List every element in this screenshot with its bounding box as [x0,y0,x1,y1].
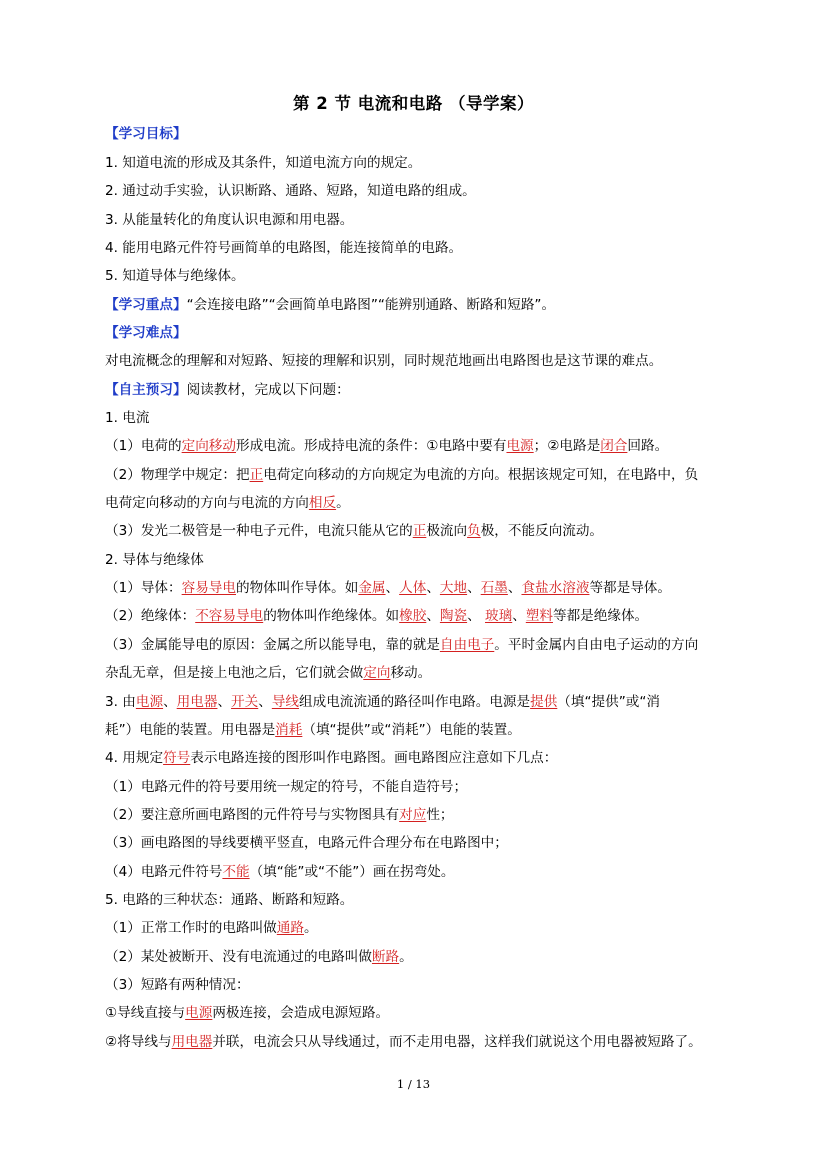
line-text: 、 [217,694,232,710]
line-text: 极流向 [426,523,468,539]
line-text: （2）物理学中规定：把 [105,467,250,483]
line-text: 。 [336,495,350,511]
text-line [105,692,660,712]
text-line [105,663,431,683]
line-text: 、 [426,608,440,624]
line-text: 。平时金属内自由电子运动的方向 [494,637,699,653]
line-text: 1. 电流 [105,410,150,426]
answer-blank: 石墨 [480,580,508,596]
answer-blank: 食盐水溶液 [521,580,590,596]
answer-blank: 大地 [439,580,468,596]
answer-blank: 不能 [222,864,250,880]
text-line [105,578,671,598]
line-text: 两极连接，会造成电源短路。 [212,1005,390,1021]
text-line [105,153,421,173]
line-text: 。 [399,949,413,965]
text-line [105,266,245,286]
text-line [105,436,668,456]
line-text: 电荷定向移动的方向规定为电流的方向。根据该规定可知，在电路中，负 [263,467,699,483]
answer-blank: 断路 [371,949,400,965]
text-line [105,380,350,400]
text-line [105,862,454,882]
line-text: （3）画电路图的导线要横平竖直，电路元件合理分布在电路图中； [105,835,508,851]
answer-blank: 对应 [399,807,427,823]
line-text: “会连接电路”“会画简单电路图”“能辨别通路、断路和短路”。 [186,297,556,313]
text-line [105,606,648,626]
text-line [105,238,462,258]
answer-blank: 电源 [135,694,164,710]
line-text: 杂乱无章，但是接上电池之后，它们就会做 [105,665,364,681]
line-text: 3. 由 [105,694,136,710]
answer-blank: 金属 [358,580,386,596]
line-text: （4）电路元件符号 [105,864,223,880]
answer-blank: 人体 [399,580,427,596]
line-text: 形成电流。形成持电流的条件：①电路中要有 [236,438,507,454]
line-text: （2）绝缘体： [105,608,196,624]
line-text: 耗”）电能的装置。用电器是 [105,722,276,738]
text-line [105,720,521,740]
line-text: 、 [426,580,440,596]
line-text: 对电流概念的理解和对短路、短接的理解和识别，同时规范地画出电路图也是这节课的难点。 [105,353,663,369]
answer-blank: 玻璃 [485,608,513,624]
line-text: 、 [467,580,481,596]
line-text: 电荷定向移动的方向与电流的方向 [105,495,309,511]
line-text: 、 [512,608,526,624]
line-text: 2. 导体与绝缘体 [105,552,204,568]
answer-blank: 消耗 [275,722,303,738]
text-line [105,521,603,541]
text-line [105,975,250,995]
line-text: 性； [426,807,454,823]
answer-blank: 正 [412,523,427,539]
line-text: 4. 能用电路元件符号画简单的电路图，能连接简单的电路。 [105,240,463,256]
line-text: （3）金属能导电的原因：金属之所以能导电，靠的就是 [105,637,440,653]
line-text: 、 [163,694,177,710]
line-text: （1）导体： [105,580,182,596]
text-line [105,748,557,768]
text-line [105,1003,389,1023]
line-text: 、 [467,608,486,624]
line-text: 、 [385,580,400,596]
answer-blank: 陶瓷 [439,608,468,624]
answer-blank: 开关 [231,694,259,710]
text-line [105,323,187,343]
answer-blank: 不容易导电 [195,608,264,624]
line-text: （填“提供”或“消 [557,694,660,710]
text-line [105,918,318,938]
line-text: 的物体叫作绝缘体。如 [263,608,400,624]
line-text: ①导线直接与 [105,1005,186,1021]
line-text: 、 [507,580,522,596]
text-line [105,295,555,315]
line-text: 。 [303,920,318,936]
line-text: 移动。 [390,665,432,681]
line-text: （填“提供”或“消耗”）电能的装置。 [302,722,521,738]
section-heading: 【自主预习】 [105,382,187,398]
line-text: （填“能”或“不能”）画在拐弯处。 [249,864,455,880]
answer-blank: 电源 [185,1005,213,1021]
answer-blank: 定向移动 [181,438,236,454]
line-text: （3）发光二极管是一种电子元件，电流只能从它的 [105,523,413,539]
answer-blank: 导线 [271,694,300,710]
page-title: 第 2 节 电流和电路 （导学案） [293,94,534,113]
answer-blank: 闭合 [600,438,628,454]
line-text: 5. 电路的三种状态：通路、断路和短路。 [105,892,354,908]
line-text: 并联，电流会只从导线通过，而不走用电器，这样我们就说这个用电器被短路了。 [212,1034,702,1050]
line-text: 等都是导体。 [589,580,671,596]
line-text: 回路。 [627,438,669,454]
text-line [105,805,454,825]
line-text: 4. 用规定 [105,750,164,766]
section-heading: 【学习目标】 [105,126,187,142]
answer-blank: 提供 [530,694,558,710]
answer-blank: 电源 [506,438,534,454]
line-text: 等都是绝缘体。 [552,608,649,624]
text-line [105,181,476,201]
section-heading: 【学习难点】 [105,325,187,341]
answer-blank: 定向 [363,665,391,681]
answer-blank: 容易导电 [181,580,236,596]
line-text: 极，不能反向流动。 [480,523,604,539]
line-text: 阅读教材，完成以下问题： [186,382,350,398]
answer-blank: 用电器 [176,694,218,710]
text-line [105,493,350,513]
answer-blank: 负 [467,523,481,539]
text-line [105,408,149,428]
section-heading: 【学习重点】 [105,297,187,313]
line-text: 的物体叫作导体。如 [236,580,359,596]
line-text: 1. 知道电流的形成及其条件，知道电流方向的规定。 [105,155,422,171]
text-line [105,777,467,797]
text-line [105,351,662,371]
text-line [105,124,187,144]
line-text: （2）要注意所画电路图的元件符号与实物图具有 [105,807,400,823]
answer-blank: 用电器 [171,1034,213,1050]
line-text: 3. 从能量转化的角度认识电源和用电器。 [105,212,354,228]
text-line [105,1032,702,1052]
line-text: （1）电路元件的符号要用统一规定的符号，不能自造符号； [105,779,468,795]
text-line [105,550,204,570]
answer-blank: 相反 [308,495,337,511]
answer-blank: 正 [249,467,264,483]
line-text: 5. 知道导体与绝缘体。 [105,268,245,284]
line-text: 、 [258,694,272,710]
answer-blank: 橡胶 [399,608,427,624]
line-text: 2. 通过动手实验，认识断路、通路、短路，知道电路的组成。 [105,183,476,199]
answer-blank: 塑料 [525,608,553,624]
answer-blank: 通路 [276,920,304,936]
page-number: 1 / 13 [396,1077,431,1091]
answer-blank: 自由电子 [439,637,495,653]
answer-blank: 符号 [163,750,191,766]
line-text: （1）电荷的 [105,438,182,454]
text-line [105,465,698,485]
text-line [105,833,508,853]
line-text: 组成电流流通的路径叫作电路。电源是 [299,694,531,710]
line-text: （3）短路有两种情况： [105,977,250,993]
text-line [105,635,698,655]
text-line [105,947,413,967]
text-line [105,210,353,230]
text-line [105,890,353,910]
line-text: ②将导线与 [105,1034,172,1050]
line-text: 表示电路连接的图形叫作电路图。画电路图应注意如下几点： [190,750,558,766]
line-text: ；②电路是 [533,438,601,454]
line-text: （1）正常工作时的电路叫做 [105,920,277,936]
line-text: （2）某处被断开、没有电流通过的电路叫做 [105,949,372,965]
